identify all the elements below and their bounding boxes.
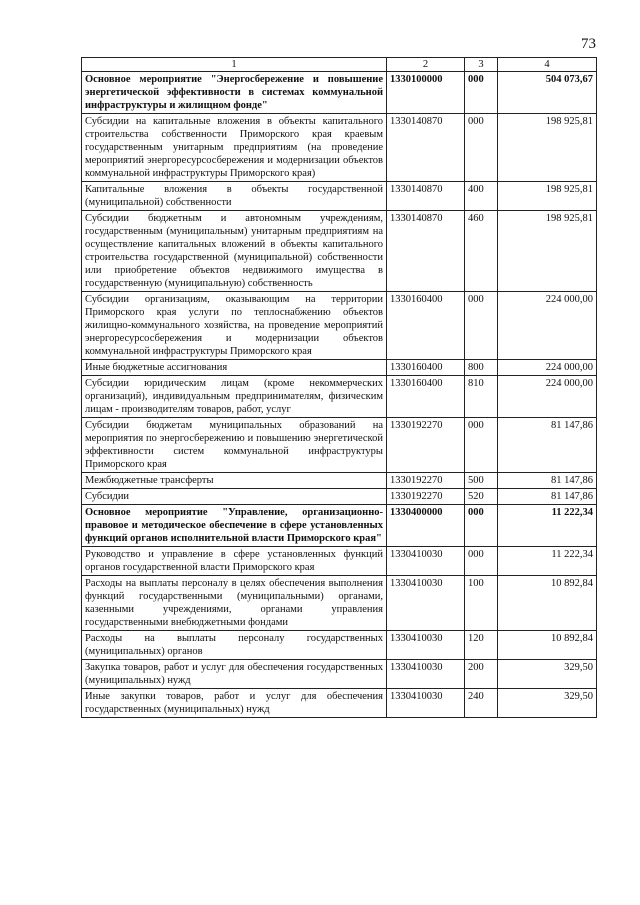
row-name-cell: Иные закупки товаров, работ и услуг для обеспечения государственных (муниципальных) нужд	[82, 689, 387, 718]
row-kind-cell: 100	[465, 576, 498, 631]
row-kind-cell: 000	[465, 72, 498, 114]
row-amount-cell: 198 925,81	[498, 182, 597, 211]
table-row	[82, 576, 597, 631]
row-name-cell: Субсидии бюджетным и автономным учреждениям, государственным (муниципальным) унитарным предприятиям на осуществление капитальных вложений в объекты капитального строительства государственной (муниципальной) собственности или приобретение объектов недвижимого имущества в государственную (муниципальную) собственность	[82, 211, 387, 292]
row-code-cell: 1330410030	[387, 689, 465, 718]
row-name-cell: Руководство и управление в сфере установленных функций органов государственной власти Приморского края	[82, 547, 387, 576]
table-row	[82, 360, 597, 376]
row-code-cell: 1330160400	[387, 376, 465, 418]
row-amount-cell: 224 000,00	[498, 360, 597, 376]
row-kind-cell: 200	[465, 660, 498, 689]
row-kind-cell: 000	[465, 547, 498, 576]
row-kind-cell: 520	[465, 489, 498, 505]
table-row	[82, 473, 597, 489]
row-name-cell: Основное мероприятие "Управление, организационно-правовое и методическое обеспечение в сфере установленных функций органов исполнительной власти Приморского края"	[82, 505, 387, 547]
row-code-cell: 1330140870	[387, 114, 465, 182]
table-row	[82, 292, 597, 360]
table-row	[82, 418, 597, 473]
row-name-cell: Основное мероприятие "Энергосбережение и повышение энергетической эффективности в системах коммунальной инфраструктуры и жилищном фонде"	[82, 72, 387, 114]
page-number: 73	[581, 36, 596, 52]
row-amount-cell: 81 147,86	[498, 418, 597, 473]
row-name-cell: Иные бюджетные ассигнования	[82, 360, 387, 376]
row-name-cell: Субсидии юридическим лицам (кроме некоммерческих организаций), индивидуальным предпринимателям, физическим лицам - производителям товаров, работ, услуг	[82, 376, 387, 418]
row-name-cell: Субсидии бюджетам муниципальных образований на мероприятия по энергосбережению и повышению энергетической эффективности систем коммунальной инфраструктуры Приморского края	[82, 418, 387, 473]
row-code-cell: 1330100000	[387, 72, 465, 114]
table-body	[82, 72, 597, 718]
row-amount-cell: 329,50	[498, 689, 597, 718]
row-name-cell: Субсидии на капитальные вложения в объекты капитального строительства собственности Приморского края краевым государственным унитарным предприятиям (на проведение мероприятий энергоресурсосбережения и модернизации объектов коммунальной инфраструктуры Приморского края)	[82, 114, 387, 182]
table-row	[82, 505, 597, 547]
row-amount-cell: 81 147,86	[498, 473, 597, 489]
header-col-3: 3	[465, 58, 498, 72]
table-row	[82, 631, 597, 660]
row-amount-cell: 10 892,84	[498, 631, 597, 660]
row-name-cell: Капитальные вложения в объекты государственной (муниципальной) собственности	[82, 182, 387, 211]
row-name-cell: Расходы на выплаты персоналу государственных (муниципальных) органов	[82, 631, 387, 660]
table-row	[82, 114, 597, 182]
row-name-cell: Субсидии организациям, оказывающим на территории Приморского края услуги по теплоснабжению объектов жилищно-коммунального хозяйства, на проведение мероприятий энергоресурсосбережения и модернизации объектов коммунальной инфраструктуры Приморского края	[82, 292, 387, 360]
row-name-cell: Расходы на выплаты персоналу в целях обеспечения выполнения функций государственными (муниципальными) органами, казенными учреждениями, органами управления государственными внебюджетными фондами	[82, 576, 387, 631]
row-kind-cell: 400	[465, 182, 498, 211]
row-code-cell: 1330410030	[387, 547, 465, 576]
row-amount-cell: 198 925,81	[498, 114, 597, 182]
table-row	[82, 211, 597, 292]
header-col-1: 1	[82, 58, 387, 72]
row-amount-cell: 198 925,81	[498, 211, 597, 292]
row-name-cell: Закупка товаров, работ и услуг для обеспечения государственных (муниципальных) нужд	[82, 660, 387, 689]
row-code-cell: 1330140870	[387, 182, 465, 211]
row-code-cell: 1330160400	[387, 360, 465, 376]
row-code-cell: 1330140870	[387, 211, 465, 292]
header-col-2: 2	[387, 58, 465, 72]
row-kind-cell: 120	[465, 631, 498, 660]
row-code-cell: 1330160400	[387, 292, 465, 360]
row-amount-cell: 329,50	[498, 660, 597, 689]
row-code-cell: 1330192270	[387, 418, 465, 473]
table-row	[82, 72, 597, 114]
header-col-4: 4	[498, 58, 597, 72]
row-amount-cell: 10 892,84	[498, 576, 597, 631]
row-kind-cell: 500	[465, 473, 498, 489]
row-code-cell: 1330400000	[387, 505, 465, 547]
row-amount-cell: 224 000,00	[498, 376, 597, 418]
row-amount-cell: 504 073,67	[498, 72, 597, 114]
row-kind-cell: 460	[465, 211, 498, 292]
table-row	[82, 182, 597, 211]
row-code-cell: 1330410030	[387, 660, 465, 689]
row-amount-cell: 11 222,34	[498, 505, 597, 547]
row-code-cell: 1330192270	[387, 473, 465, 489]
row-kind-cell: 000	[465, 292, 498, 360]
row-kind-cell: 810	[465, 376, 498, 418]
table-row	[82, 689, 597, 718]
row-amount-cell: 11 222,34	[498, 547, 597, 576]
table-row	[82, 660, 597, 689]
row-code-cell: 1330410030	[387, 576, 465, 631]
row-kind-cell: 000	[465, 418, 498, 473]
table-row	[82, 489, 597, 505]
row-amount-cell: 81 147,86	[498, 489, 597, 505]
row-kind-cell: 000	[465, 114, 498, 182]
row-kind-cell: 000	[465, 505, 498, 547]
row-code-cell: 1330192270	[387, 489, 465, 505]
table-row	[82, 376, 597, 418]
row-code-cell: 1330410030	[387, 631, 465, 660]
table-row	[82, 547, 597, 576]
table-header-row	[82, 58, 597, 72]
row-kind-cell: 800	[465, 360, 498, 376]
row-kind-cell: 240	[465, 689, 498, 718]
budget-table	[81, 57, 597, 718]
row-name-cell: Межбюджетные трансферты	[82, 473, 387, 489]
row-name-cell: Субсидии	[82, 489, 387, 505]
row-amount-cell: 224 000,00	[498, 292, 597, 360]
